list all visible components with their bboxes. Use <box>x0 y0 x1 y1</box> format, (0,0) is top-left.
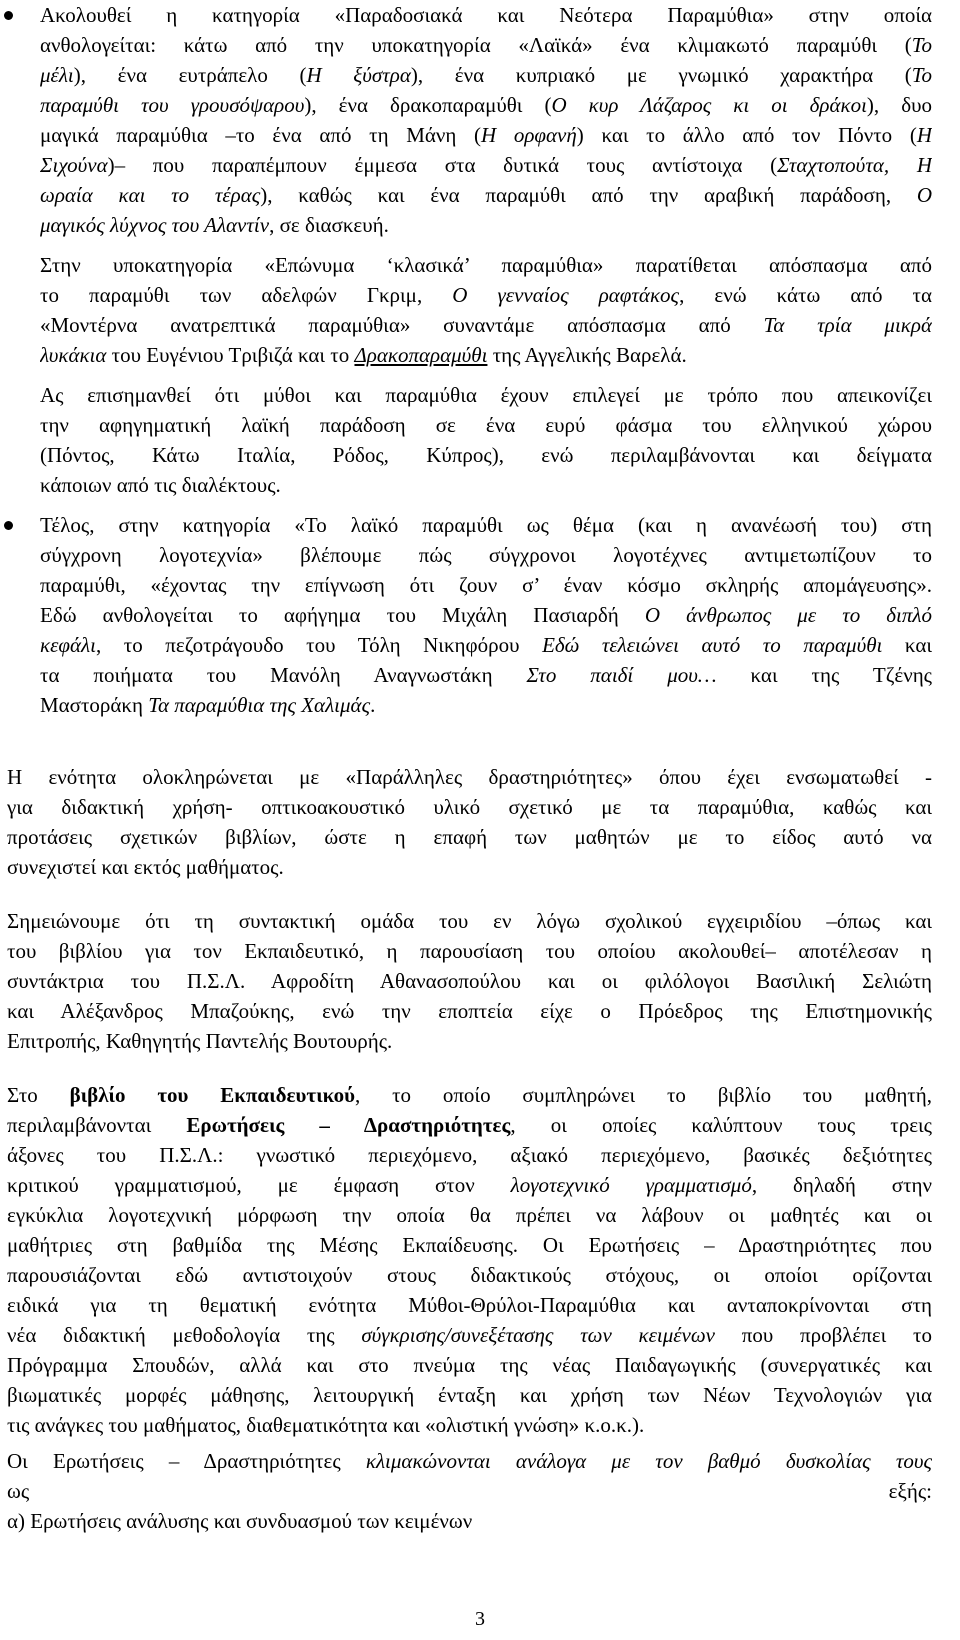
text-line <box>40 570 932 600</box>
text-run: άξονες του Π.Σ.Λ.: γνωστικό περιεχόμενο, αξιακό περιεχόμενο, βασικές δεξιότητες <box>7 1143 932 1167</box>
text-run: Σταχτοπούτα, Η <box>777 153 932 177</box>
text-line <box>7 762 932 792</box>
text-run: το παραμύθι των αδελφών Γκριμ, <box>40 283 453 307</box>
text-line <box>40 540 932 570</box>
text-run: Στο <box>7 1083 70 1107</box>
text-line <box>40 0 932 30</box>
text-run: Η <box>916 123 932 147</box>
text-run: Εδώ ανθολογείται το αφήγημα του Μιχάλη Πασιαρδή <box>40 603 645 627</box>
text-line <box>40 440 932 470</box>
text-run: Ερωτήσεις – Δραστηριότητες <box>186 1113 511 1137</box>
text-line <box>7 1026 932 1056</box>
text-line <box>7 936 932 966</box>
text-run: προτάσεις σχετικών βιβλίων, ώστε η επαφή των μαθητών με το είδος αυτό να <box>7 825 932 849</box>
text-run: περιλαμβάνονται <box>7 1113 187 1137</box>
text-line <box>7 1350 932 1380</box>
text-run: βιωματικές μορφές μάθησης, λειτουργική ένταξη και χρήση των Νέων Τεχνολογιών για <box>7 1383 932 1407</box>
text-line <box>40 690 932 720</box>
text-run: μαθήτριες στη βαθμίδα της Μέσης Εκπαίδευσης. Οι Ερωτήσεις – Δραστηριότητες που <box>7 1233 932 1257</box>
bullet-item-traditional-fairytales <box>40 0 932 500</box>
text-line <box>40 510 932 540</box>
text-line <box>40 60 932 90</box>
text-run: Η ορφανή <box>481 123 577 147</box>
text-run: Ο κυρ Λάζαρος κι οι δράκοι <box>551 93 867 117</box>
text-run: παραμύθι, «έχοντας την επίγνωση ότι ζουν σ’ έναν κόσμο σκληρής απομάγευσης». <box>40 573 932 597</box>
text-run: ) και το άλλο από τον Πόντο ( <box>576 123 917 147</box>
paragraph <box>40 0 932 240</box>
text-run: , σε διασκευή. <box>269 213 389 237</box>
text-run: Ο <box>916 183 932 207</box>
text-line <box>7 1410 932 1440</box>
text-line <box>40 90 932 120</box>
text-line <box>40 150 932 180</box>
text-run: κλιμακώνονται ανάλογα με τον βαθμό δυσκολίας τους <box>365 1449 932 1473</box>
text-run: ωραία και το τέρας <box>40 183 261 207</box>
text-line <box>40 180 932 210</box>
text-run: συντάκτρια του Π.Σ.Λ. Αφροδίτη Αθανασοπούλου και οι φιλόλογοι Βασιλική Σελιώτη <box>7 969 932 993</box>
text-run: του Ευγένιου Τριβιζά και το <box>106 343 355 367</box>
text-line <box>40 280 932 310</box>
text-line <box>40 410 932 440</box>
text-line <box>7 1260 932 1290</box>
text-line <box>40 120 932 150</box>
text-run: Στο παιδί μου… <box>526 663 717 687</box>
text-line <box>7 1320 932 1350</box>
text-run: α) Ερωτήσεις ανάλυσης και συνδυασμού των κειμένων <box>7 1509 473 1533</box>
bullet-icon <box>4 11 13 20</box>
text-line <box>7 1230 932 1260</box>
text-run: )– που παραπέμπουν έμμεσα στα δυτικά τους αντίστοιχα ( <box>107 153 778 177</box>
text-run: Σιχούνα <box>40 153 108 177</box>
text-run: μαγικός λύχνος του Αλαντίν <box>40 213 270 237</box>
paragraph <box>40 510 932 720</box>
text-run: , το οποίο συμπληρώνει το βιβλίο του μαθητή, <box>355 1083 932 1107</box>
text-run: Ακολουθεί η κατηγορία «Παραδοσιακά και Νεότερα Παραμύθια» στην οποία <box>40 3 932 27</box>
text-run: (Πόντος, Κάτω Ιταλία, Ρόδος, Κύπρος), ενώ περιλαμβάνονται και δείγματα <box>40 443 932 467</box>
text-run: Τα τρία μικρά <box>763 313 932 337</box>
text-run: , το πεζοτράγουδο του Τόλη Νικηφόρου <box>95 633 543 657</box>
text-run: , ενώ κάτω από τα <box>679 283 932 307</box>
text-line <box>7 1446 932 1476</box>
text-line <box>7 1140 932 1170</box>
text-run: «Μοντέρνα ανατρεπτικά παραμύθια» συναντάμε απόσπασμα από <box>40 313 764 337</box>
text-line <box>7 852 932 882</box>
text-run: τις ανάγκες του μαθήματος, διαθεματικότητα και «ολιστική γνώση» κ.ο.κ.). <box>7 1413 645 1437</box>
text-run: Ας επισημανθεί ότι μύθοι και παραμύθια έχουν επιλεγεί με τρόπο που απεικονίζει <box>40 383 932 407</box>
text-run: συνεχιστεί και εκτός μαθήματος. <box>7 855 284 879</box>
text-line <box>40 470 932 500</box>
text-run: παρουσιάζονται εδώ αντιστοιχούν στους διδακτικούς στόχους, οι οποίοι ορίζονται <box>7 1263 932 1287</box>
text-line <box>7 1476 932 1506</box>
text-run: ), ένα δρακοπαραμύθι ( <box>304 93 552 117</box>
text-line <box>40 600 932 630</box>
text-run: Πρόγραμμα Σπουδών, αλλά και στο πνεύμα της νέας Παιδαγωγικής (συνεργατικές και <box>7 1353 932 1377</box>
text-run: κριτικού γραμματισμού, με έμφαση στον <box>7 1173 511 1197</box>
text-run: Επιτροπής, Καθηγητής Παντελής Βουτουρής. <box>7 1029 393 1053</box>
text-run: εγκύκλια λογοτεχνική μόρφωση την οποία θα πρέπει να λάβουν οι μαθητές και οι <box>7 1203 932 1227</box>
text-run: παραμύθι του γρουσόψαρου <box>40 93 305 117</box>
paragraph <box>40 380 932 500</box>
text-run: Τέλος, στην κατηγορία «Το λαϊκό παραμύθι ως θέμα (και η ανανέωσή του) στη <box>40 513 932 537</box>
text-run: ειδικά για τη θεματική ενότητα Μύθοι-Θρύλοι-Παραμύθια και ανταποκρίνονται στη <box>7 1293 932 1317</box>
text-line <box>7 906 932 936</box>
text-run: ), καθώς και ένα παραμύθι από την αραβική παράδοση, <box>260 183 917 207</box>
text-run: και Αλέξανδρος Μπαζούκης, ενώ την εποπτεία είχε ο Πρόεδρος της Επιστημονικής <box>7 999 932 1023</box>
text-run: τα ποιήματα του Μανόλη Αναγνωστάκη <box>40 663 527 687</box>
text-run: μέλι <box>40 63 74 87</box>
text-run: ), δυο <box>866 93 932 117</box>
text-run: και της Τζένης <box>716 663 932 687</box>
text-run: Τα παραμύθια της Χαλιμάς <box>148 693 371 717</box>
text-run: για διδακτική χρήση- οπτικοακουστικό υλικό σχετικό με τα παραμύθια, καθώς και <box>7 795 932 819</box>
text-run: Ο γενναίος ραφτάκος <box>452 283 680 307</box>
text-run: . <box>370 693 376 717</box>
text-run: Η ενότητα ολοκληρώνεται με «Παράλληλες δραστηριότητες» όπου έχει ενσωματωθεί - <box>7 765 932 789</box>
text-run: την αφηγηματική λαϊκή παράδοση σε ένα ευρύ φάσμα του ελληνικού χώρου <box>40 413 932 437</box>
text-run: Μαστοράκη <box>40 693 149 717</box>
text-run: λυκάκια <box>40 343 107 367</box>
text-run: σύγκρισης/συνεξέτασης των κειμένων <box>361 1323 716 1347</box>
text-run: Το <box>911 63 932 87</box>
text-run: Οι Ερωτήσεις – Δραστηριότητες <box>7 1449 366 1473</box>
text-line <box>7 1200 932 1230</box>
text-line <box>7 1110 932 1140</box>
text-run: του βιβλίου για τον Εκπαιδευτικό, η παρουσίαση του οποίου ακολουθεί– αποτέλεσαν η <box>7 939 932 963</box>
text-line <box>7 792 932 822</box>
text-run: βιβλίο του Εκπαιδευτικού <box>69 1083 356 1107</box>
text-run: κάποιων από τις διαλέκτους. <box>40 473 281 497</box>
text-line <box>40 340 932 370</box>
text-line <box>40 250 932 280</box>
text-run: κεφάλι <box>40 633 96 657</box>
text-line <box>40 380 932 410</box>
paragraph <box>40 250 932 370</box>
text-run: Δρακοπαραμύθι <box>354 343 488 367</box>
text-line <box>7 996 932 1026</box>
text-line <box>7 1380 932 1410</box>
text-line <box>40 310 932 340</box>
text-run: Στην υποκατηγορία «Επώνυμα ‘κλασικά’ παραμύθια» παρατίθεται απόσπασμα από <box>40 253 932 277</box>
text-run: σύγχρονη λογοτεχνία» βλέπουμε πώς σύγχρονοι λογοτέχνες αντιμετωπίζουν το <box>40 543 932 567</box>
text-run: νέα διδακτική μεθοδολογία της <box>7 1323 362 1347</box>
text-line <box>7 822 932 852</box>
text-line <box>7 1170 932 1200</box>
text-line <box>7 1506 932 1536</box>
text-run: και <box>882 633 932 657</box>
text-run: ), ένα κυπριακό με γνωμικό χαρακτήρα ( <box>410 63 912 87</box>
text-run: λογοτεχνικό γραμματισμό <box>510 1173 752 1197</box>
text-line <box>40 630 932 660</box>
bullet-icon <box>4 521 13 530</box>
text-run: μαγικά παραμύθια –το ένα από τη Μάνη ( <box>40 123 482 147</box>
bullet-item-modern-literature <box>40 510 932 720</box>
text-line <box>7 1080 932 1110</box>
text-run: , οι οποίες καλύπτουν τους τρεις <box>510 1113 932 1137</box>
text-run: ), ένα ευτράπελο ( <box>73 63 307 87</box>
text-run: , δηλαδή στην <box>751 1173 932 1197</box>
text-run: Σημειώνουμε ότι τη συντακτική ομάδα του εν λόγω σχολικού εγχειριδίου –όπως και <box>7 909 932 933</box>
text-line <box>40 660 932 690</box>
text-run: Η ξύστρα <box>306 63 411 87</box>
text-run: ανθολογείται: κάτω από την υποκατηγορία «Λαϊκά» ένα κλιμακωτό παραμύθι ( <box>40 33 912 57</box>
page-number: 3 <box>475 1608 485 1630</box>
text-line <box>7 966 932 996</box>
text-run: της Αγγελικής Βαρελά. <box>487 343 687 367</box>
text-run: Εδώ τελειώνει αυτό το παραμύθι <box>542 633 883 657</box>
text-run: ως εξής: <box>7 1479 932 1503</box>
paragraph-unit-activities <box>7 762 932 882</box>
text-line <box>40 30 932 60</box>
text-run: Ο άνθρωπος με το διπλό <box>644 603 932 627</box>
text-line <box>7 1290 932 1320</box>
paragraph-authoring-team <box>7 906 932 1056</box>
paragraph-questions <box>7 1446 932 1536</box>
text-run: Το <box>911 33 932 57</box>
text-line <box>40 210 932 240</box>
paragraph-teacher-book <box>7 1080 932 1440</box>
text-run: που προβλέπει το <box>715 1323 932 1347</box>
